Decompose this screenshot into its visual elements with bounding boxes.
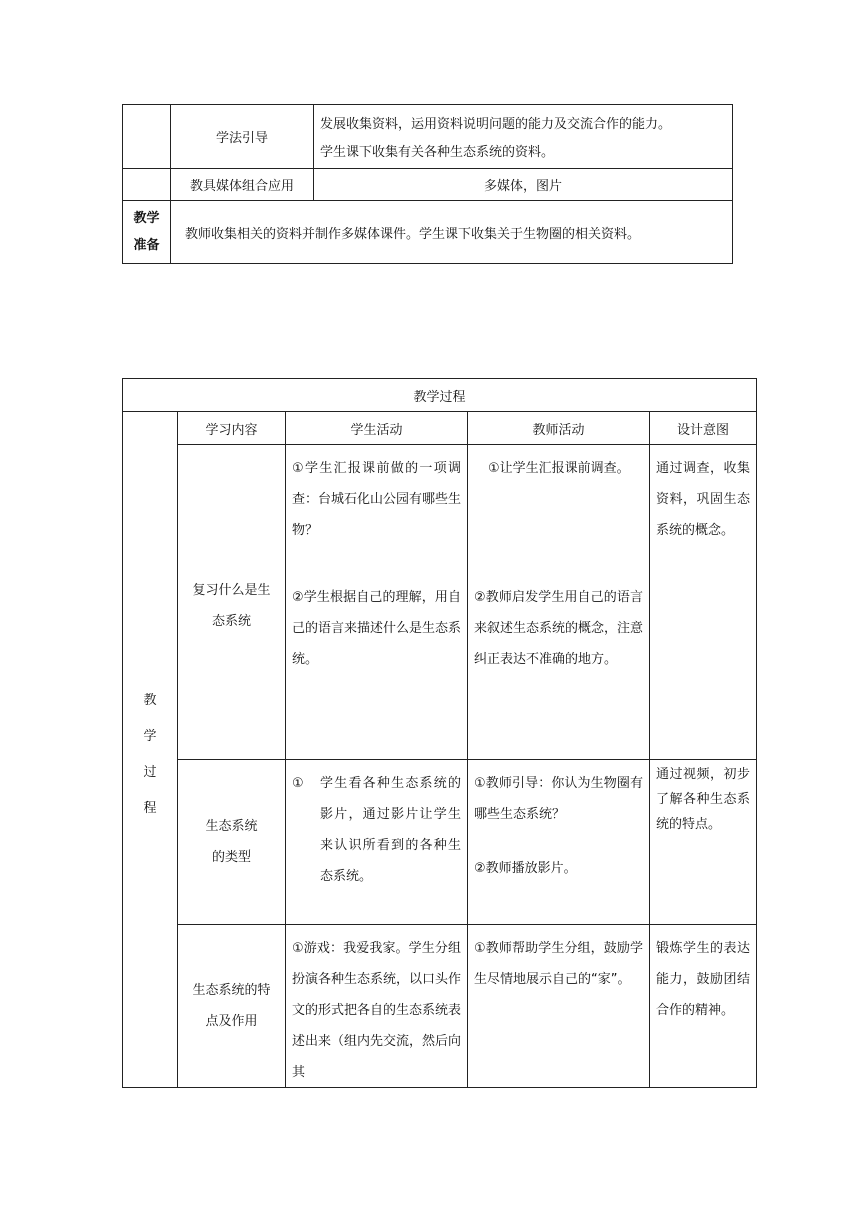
student-activity-cell (286, 760, 468, 925)
header-student: 学生活动 (286, 412, 468, 445)
topic-line: 生态系统的特 (192, 983, 271, 998)
process-table (122, 378, 757, 1088)
teacher-activity-text: ①让学生汇报课前调查。 (488, 461, 630, 476)
table-row (123, 760, 757, 925)
teacher-activity-text: ①教师引导：你认为生物圈有哪些生态系统？ (474, 776, 643, 822)
intent-cell: 锻炼学生的表达能力，鼓励团结合作的精神。 (650, 925, 757, 1088)
header-content: 学习内容 (178, 412, 286, 445)
table-row (123, 169, 733, 201)
teacher-activity-cell: ①教师帮助学生分组，鼓励学生尽情地展示自己的“家”。 (468, 925, 650, 1088)
intent-cell: 通过视频，初步了解各种生态系统的特点。 (650, 760, 757, 925)
process-side-label (123, 412, 178, 1088)
student-activity-cell (286, 925, 468, 1088)
side-label-char: 过 (143, 764, 157, 780)
student-activity-text: ①游戏：我爱我家。学生分组扮演各种生态系统，以口头作文的形式把各自的生态系统表述出来（组内先交流，然后向其 (292, 941, 461, 1080)
side-label-char: 教 (143, 692, 157, 708)
table-row (123, 201, 733, 264)
student-activity-cell (286, 445, 468, 760)
student-activity-text: 学生看各种生态系统的影片，通过影片让学生来认识所看到的各种生态系统。 (320, 776, 461, 884)
table-header-row (123, 412, 757, 445)
table-row (123, 105, 733, 169)
teacher-activity-cell (468, 760, 650, 925)
topic-cell (178, 760, 286, 925)
prep-label-line1: 教学 (133, 211, 160, 226)
prep-label-line2: 准备 (133, 238, 160, 253)
empty-cell (123, 105, 171, 169)
student-activity-text: ①学生汇报课前做的一项调查：台城石化山公园有哪些生物？ (292, 461, 462, 538)
topic-line: 生态系统 (205, 819, 258, 834)
method-guide-line1: 发展收集资料，运用资料说明问题的能力及交流合作的能力。 (320, 116, 672, 132)
process-title: 教学过程 (123, 379, 757, 412)
teacher-activity-cell (468, 445, 650, 760)
method-guide-label: 学法引导 (171, 105, 314, 169)
method-guide-line2: 学生课下收集有关各种生态系统的资料。 (320, 144, 555, 160)
topic-line: 态系统 (211, 614, 251, 629)
side-label-char: 学 (143, 728, 157, 744)
intent-cell: 通过调查，收集资料，巩固生态系统的概念。 (650, 445, 757, 760)
table-row (123, 379, 757, 412)
list-number: ① (292, 776, 304, 791)
student-activity-text: ②学生根据自己的理解，用自己的语言来描述什么是生态系统。 (292, 590, 462, 667)
method-guide-value (314, 105, 733, 169)
topic-line: 点及作用 (205, 1014, 258, 1029)
teacher-activity-text: ②教师播放影片。 (474, 861, 577, 876)
prep-label (123, 201, 171, 264)
prep-table (122, 104, 733, 264)
table-row (123, 925, 757, 1088)
header-teacher: 教师活动 (468, 412, 650, 445)
topic-cell (178, 445, 286, 760)
side-label-char: 程 (143, 800, 157, 816)
teacher-activity-text: ②教师启发学生用自己的语言来叙述生态系统的概念，注意纠正表达不准确的地方。 (474, 590, 644, 667)
topic-cell (178, 925, 286, 1088)
topic-line: 的类型 (211, 850, 251, 865)
empty-cell (123, 169, 171, 201)
media-value: 多媒体，图片 (314, 169, 733, 201)
media-label: 教具媒体组合应用 (171, 169, 314, 201)
topic-line: 复习什么是生 (192, 583, 271, 598)
table-row (123, 445, 757, 760)
header-intent: 设计意图 (650, 412, 757, 445)
prep-value: 教师收集相关的资料并制作多媒体课件。学生课下收集关于生物圈的相关资料。 (171, 201, 733, 264)
